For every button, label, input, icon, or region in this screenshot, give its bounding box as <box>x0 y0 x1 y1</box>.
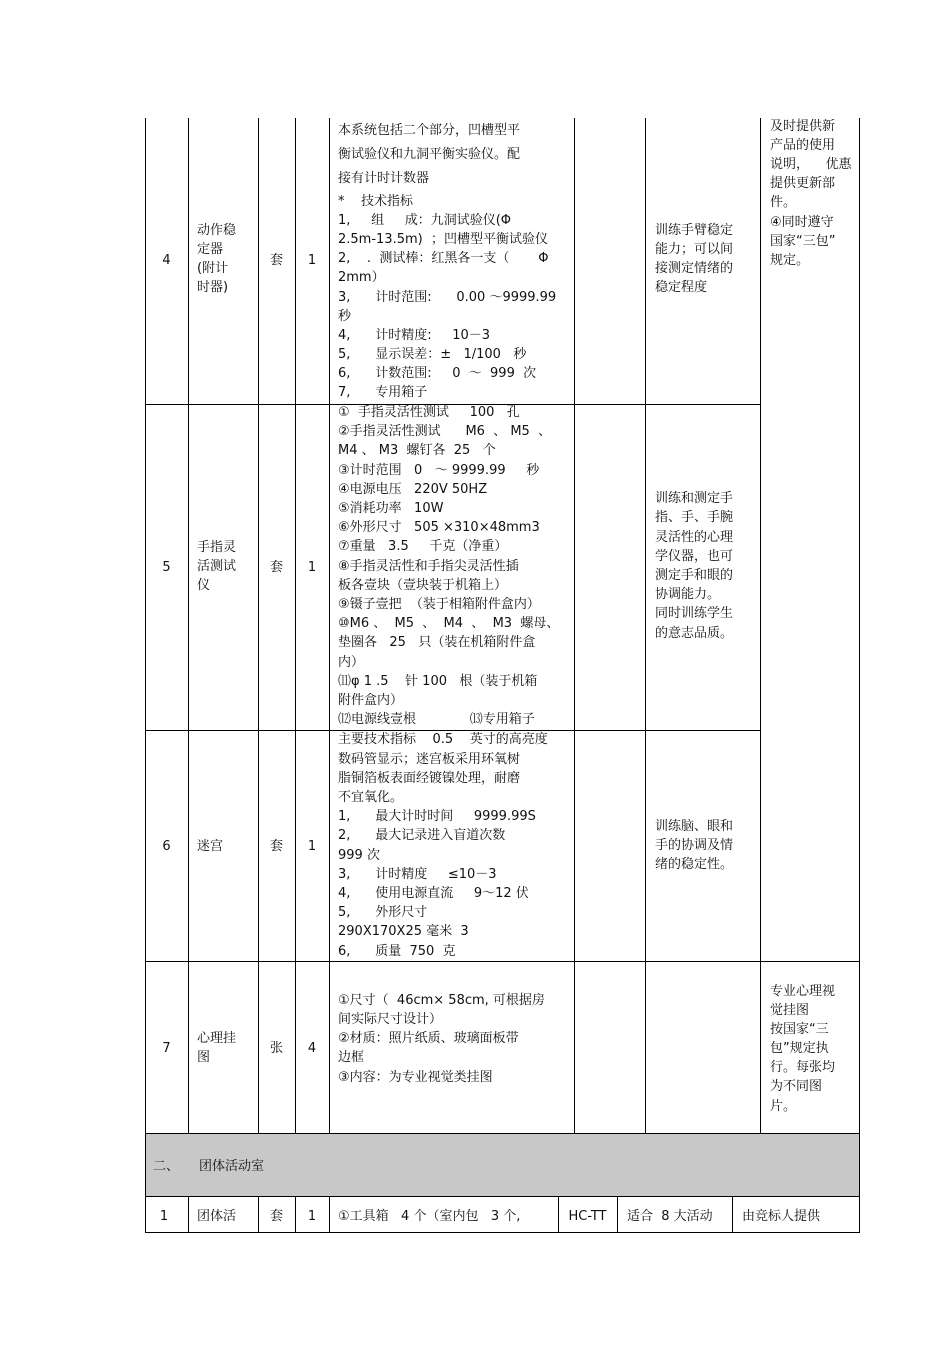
row-number: 1 <box>159 1209 169 1224</box>
unit-cell: 套 <box>269 839 283 854</box>
spec-line: M4 、 M3 螺钉各 25 个 <box>338 443 496 458</box>
spec-line: * 技术指标 <box>338 194 414 209</box>
spec-line: 4, 计时精度: 10－3 <box>338 328 491 343</box>
spec-line: ④电源电压 220V 50HZ <box>338 482 488 497</box>
remark-line: 包”规定执 <box>770 1041 829 1056</box>
spec-line: 6, 计数范围: 0 ～ 999 次 <box>338 366 537 381</box>
item-name-line: 仪 <box>197 578 211 593</box>
item-name: 团体活 <box>197 1209 237 1224</box>
item-name-line: 活测试 <box>197 559 237 574</box>
remark-line: 说明， 优惠 <box>770 157 852 172</box>
grid-line <box>145 118 146 1233</box>
spec-line: 脂铜箔板表面经镀镍处理，耐磨 <box>338 771 521 786</box>
remark-line: 国家“三包” <box>770 234 836 249</box>
spec-line: 5, 外形尺寸 <box>338 905 428 920</box>
grid-line <box>145 1196 860 1197</box>
function-line: 能力；可以间 <box>655 242 734 257</box>
spec-line: 板各壹块（壹块装于机箱上） <box>338 578 508 593</box>
function-line: 灵活性的心理 <box>655 530 734 545</box>
spec-line: ①尺寸（ 46cm× 58cm, 可根据房 <box>338 993 545 1008</box>
function-line: 协调能力。 <box>655 587 721 602</box>
item-name-line: 图 <box>197 1050 211 1065</box>
spec-line: 999 次 <box>338 848 380 863</box>
spec-line: 本系统包括二个部分，凹槽型平 <box>338 123 521 138</box>
item-name-line: (附计 <box>197 261 229 276</box>
spec-line: 1, 最大计时时间 9999.99S <box>338 809 536 824</box>
spec-line: 垫圈各 25 只（装在机箱附件盒 <box>338 635 536 650</box>
spec-line: 边框 <box>338 1050 365 1065</box>
spec-line: 附件盒内） <box>338 693 404 708</box>
function-line: 适合 8 大活动 <box>627 1209 713 1224</box>
spec-line: 内） <box>338 655 365 670</box>
grid-line <box>145 961 860 962</box>
row-number: 6 <box>162 839 171 854</box>
function-line: 指、手、手腕 <box>655 510 734 525</box>
function-line: 训练手臂稳定 <box>655 223 734 238</box>
spec-line: ⑤消耗功率 10W <box>338 501 444 516</box>
grid-line <box>732 1196 733 1233</box>
remark-line: 片。 <box>770 1099 797 1114</box>
quantity-cell: 1 <box>307 839 317 854</box>
item-name-line: 迷宫 <box>197 839 224 854</box>
spec-line: 间实际尺寸设计） <box>338 1012 443 1027</box>
remark-line: ④同时遵守 <box>770 215 834 230</box>
function-line: 训练和测定手 <box>655 491 734 506</box>
item-name-line: 手指灵 <box>197 540 237 555</box>
quantity-cell: 1 <box>307 560 317 575</box>
spec-line: 3, 计时范围: 0.00 ～9999.99 <box>338 290 557 305</box>
spec-line: 不宜氧化。 <box>338 790 404 805</box>
row-number: 5 <box>162 560 171 575</box>
model-cell: HC-TT <box>568 1209 607 1224</box>
grid-line <box>295 118 296 1133</box>
unit-cell: 套 <box>269 560 283 575</box>
spec-line: 接有计时计数器 <box>338 171 430 186</box>
function-line: 同时训练学生 <box>655 606 734 621</box>
remark-line: 及时提供新 <box>770 119 836 134</box>
grid-line <box>329 1196 330 1233</box>
function-line: 接测定情绪的 <box>655 261 734 276</box>
function-line: 稳定程度 <box>655 280 708 295</box>
quantity-cell: 1 <box>307 1209 317 1224</box>
function-line: 手的协调及情 <box>655 838 734 853</box>
grid-line <box>145 1232 860 1233</box>
grid-line <box>760 118 761 1133</box>
spec-line: ①工具箱 4 个（室内包 3 个, <box>338 1209 521 1224</box>
spec-line: 3, 计时精度 ≤10－3 <box>338 867 497 882</box>
row-number: 4 <box>162 253 171 268</box>
grid-line <box>859 118 860 1233</box>
remark-line: 产品的使用 <box>770 138 836 153</box>
spec-line: 数码管显示；迷宫板采用环氧树 <box>338 752 521 767</box>
grid-line <box>645 118 646 1133</box>
function-line: 测定手和眼的 <box>655 568 734 583</box>
spec-line: 主要技术指标 0.5 英寸的高亮度 <box>338 732 548 747</box>
spec-line: 4, 使用电源直流 9～12 伏 <box>338 886 529 901</box>
spec-line: 5, 显示误差：± 1/100 秒 <box>338 347 527 362</box>
item-name-line: 心理挂 <box>197 1031 237 1046</box>
unit-cell: 张 <box>269 1041 283 1056</box>
grid-line <box>145 1133 860 1134</box>
spec-line: ③内容：为专业视觉类挂图 <box>338 1070 493 1085</box>
spec-line: ⑩M6 、 M5 、 M4 、 M3 螺母、 <box>338 616 560 631</box>
remark-line: 按国家“三 <box>770 1022 829 1037</box>
grid-line <box>617 1196 618 1233</box>
spec-line: 秒 <box>338 309 352 324</box>
remark-line: 提供更新部 <box>770 176 836 191</box>
spec-line: 1, 组 成：九洞试验仪(Φ <box>338 213 512 228</box>
remark-line: 专业心理视 <box>770 984 836 999</box>
section-index: 二、 <box>153 1159 180 1174</box>
spec-line: 6, 质量 750 克 <box>338 944 456 959</box>
grid-line <box>329 118 330 1133</box>
spec-line: ③计时范围 0 ～ 9999.99 秒 <box>338 463 540 478</box>
function-line: 的意志品质。 <box>655 626 734 641</box>
spec-line: 290X170X25 毫米 3 <box>338 924 469 939</box>
spec-line: 2, . 测试棒：红黑各一支（ Φ <box>338 251 549 266</box>
remark-line: 规定。 <box>770 253 810 268</box>
grid-line <box>574 118 575 1133</box>
remark-line: 为不同图 <box>770 1079 823 1094</box>
row-number: 7 <box>162 1041 171 1056</box>
grid-line <box>258 118 259 1133</box>
item-name-line: 时器) <box>197 280 229 295</box>
spec-line: ②手指灵活性测试 M6 、 M5 、 <box>338 424 552 439</box>
spec-line: 2.5m-13.5m) ；凹槽型平衡试验仪 <box>338 232 548 247</box>
spec-line: ⑿电源线壹根 ⒀专用箱子 <box>338 712 535 727</box>
spec-line: ⑧手指灵活性和手指尖灵活性插 <box>338 559 519 574</box>
function-line: 学仪器，也可 <box>655 549 734 564</box>
unit-cell: 套 <box>269 1209 283 1224</box>
section-title: 团体活动室 <box>199 1159 265 1174</box>
spec-line: ⑦重量 3.5 千克（净重） <box>338 539 508 554</box>
spec-line: 衡试验仪和九洞平衡实验仪。配 <box>338 147 521 162</box>
spec-line: ⑨镊子壹把 （装于相箱附件盒内） <box>338 597 540 612</box>
remark-line: 行。每张均 <box>770 1060 836 1075</box>
quantity-cell: 1 <box>307 253 317 268</box>
remark-line: 由竞标人提供 <box>742 1209 821 1224</box>
grid-line <box>188 118 189 1133</box>
item-name-line: 动作稳 <box>197 223 237 238</box>
quantity-cell: 4 <box>307 1041 317 1056</box>
spec-line: 2, 最大记录进入盲道次数 <box>338 828 506 843</box>
function-line: 绪的稳定性。 <box>655 857 734 872</box>
spec-line: 7, 专用箱子 <box>338 385 428 400</box>
spec-line: ① 手指灵活性测试 100 孔 <box>338 405 520 420</box>
spec-line: ⑥外形尺寸 505 ×310×48mm3 <box>338 520 540 535</box>
spec-line: ②材质：照片纸质、玻璃面板带 <box>338 1031 519 1046</box>
remark-line: 觉挂图 <box>770 1003 810 1018</box>
spec-line: 2mm） <box>338 270 385 285</box>
spec-line: ⑾φ 1 .5 针 100 根（装于机箱 <box>338 674 538 689</box>
item-name-line: 定器 <box>197 242 224 257</box>
remark-line: 件。 <box>770 195 797 210</box>
grid-line <box>188 1196 189 1233</box>
unit-cell: 套 <box>269 253 283 268</box>
function-line: 训练脑、眼和 <box>655 819 734 834</box>
